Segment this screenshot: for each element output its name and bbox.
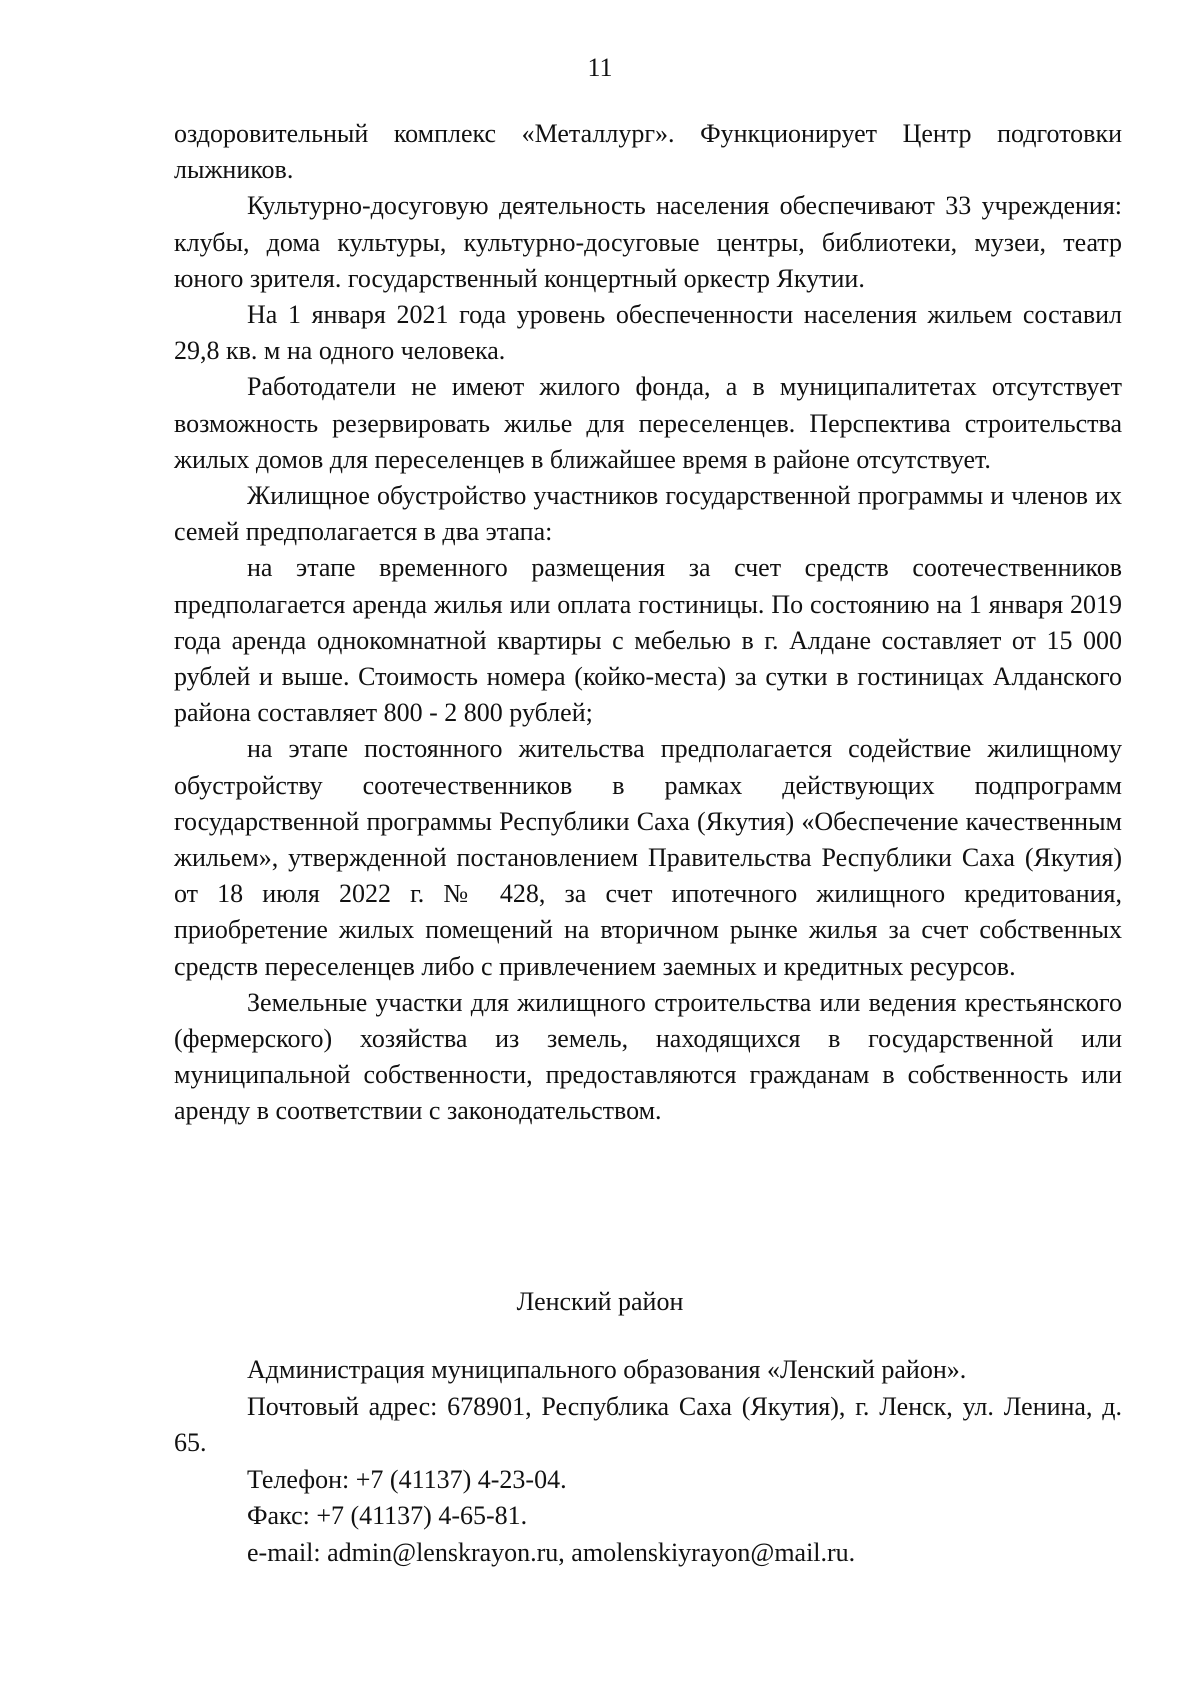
phone: Телефон: +7 (41137) 4-23-04.: [247, 1464, 567, 1494]
paragraph-sports-facilities: оздоровительный комплекс «Металлург». Функционирует Центр подготовки лыжников.: [174, 119, 1122, 185]
body-text: [174, 116, 1122, 1130]
administration-name: Администрация муниципального образования «Ленский район».: [247, 1355, 967, 1384]
paragraph-housing-supply: На 1 января 2021 года уровень обеспеченности населения жильем составил 29,8 кв. м на одного человека.: [174, 300, 1122, 366]
section-heading: Ленский район: [516, 1287, 684, 1316]
paragraph-permanent-stage: на этапе постоянного жительства предполагается содействие жилищному обустройству соотечественников в рамках действующих подпрограмм государственной программы Республики Саха (Якутия) «Обеспечение качественным жильем», утвержденной постановлением Правительства Республики Саха (Якутия) от 18 июля 2022 г. № 428, за счет ипотечного жилищного кредитования, приобретение жилых помещений на вторичном рынке жилья за счет собственных средств переселенцев либо с привлечением заемных и кредитных ресурсов.: [174, 734, 1122, 981]
fax: Факс: +7 (41137) 4-65-81.: [247, 1501, 528, 1530]
page-number: 11: [587, 53, 613, 82]
paragraph-land-plots: Земельные участки для жилищного строительства или ведения крестьянского (фермерского) хозяйства из земель, находящихся в государственной или муниципальной собственности, предоставляются гражданам в собственность или аренду в соответствии с законодательством.: [174, 987, 1122, 1126]
paragraph-employers-housing: Работодатели не имеют жилого фонда, а в муниципалитетах отсутствует возможность резервировать жилье для переселенцев. Перспектива строительства жилых домов для переселенцев в ближайшее время в районе отсутствует.: [174, 372, 1122, 474]
paragraph-temporary-stage: на этапе временного размещения за счет средств соотечественников предполагается аренда жилья или оплата гостиницы. По состоянию на 1 января 2019 года аренда однокомнатной квартиры с мебелью в г. Алдане составляет от 15 000 рублей и выше. Стоимость номера (койко-места) за сутки в гостиницах Алданского района составляет 800 - 2 800 рублей;: [174, 553, 1122, 728]
paragraph-culture: Культурно-досуговую деятельность населения обеспечивают 33 учреждения: клубы, дома культуры, культурно-досуговые центры, библиотеки, музеи, театр юного зрителя. государственный концертный оркестр Якутии.: [174, 191, 1122, 293]
paragraph-housing-stages: Жилищное обустройство участников государственной программы и членов их семей предполагается в два этапа:: [174, 481, 1122, 547]
contacts-block: [174, 1352, 1122, 1571]
postal-address: Почтовый адрес: 678901, Республика Саха (Якутия), г. Ленск, ул. Ленина, д. 65.: [174, 1391, 1122, 1457]
email: e-mail: admin@lenskrayon.ru, amolenskiyrayon@mail.ru.: [247, 1537, 856, 1567]
